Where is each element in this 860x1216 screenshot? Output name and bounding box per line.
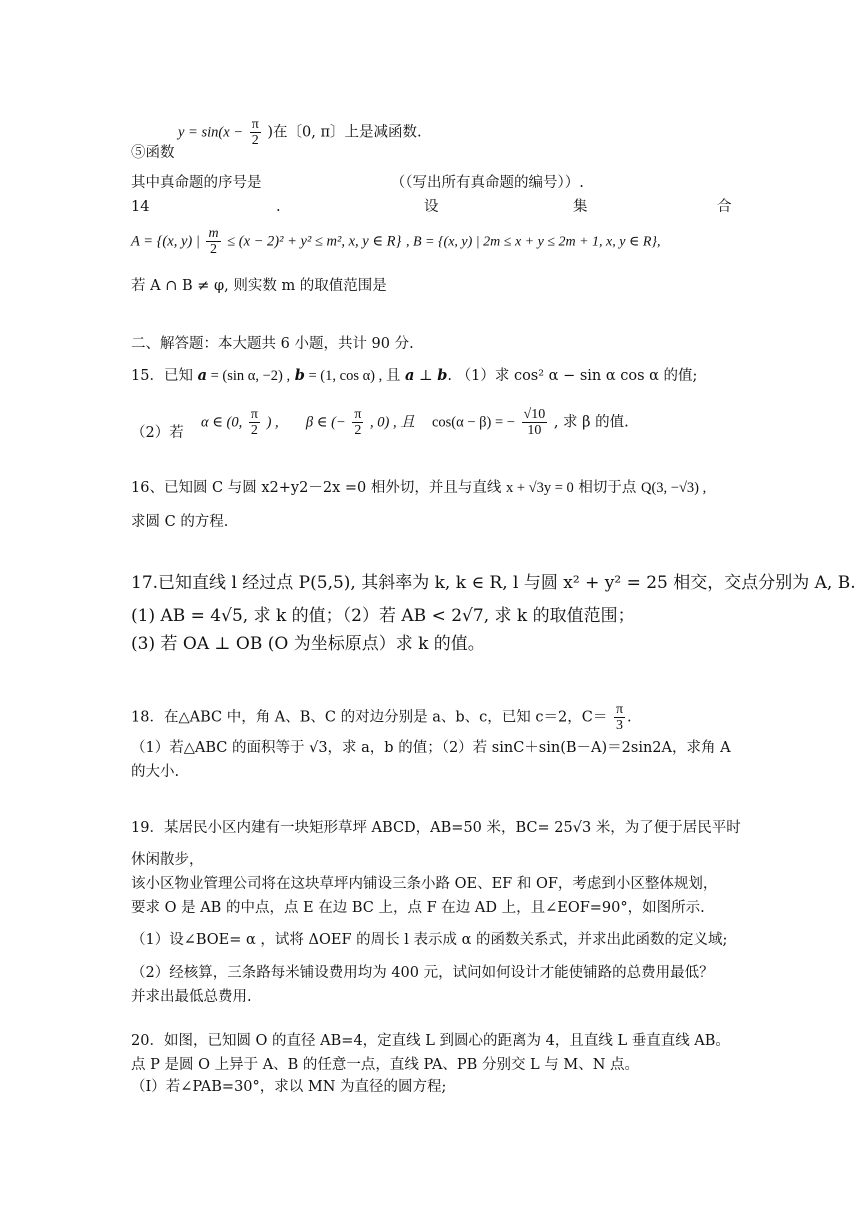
q14-condition: 若 A ∩ B ≠ φ, 则实数 m 的取值范围是 — [131, 278, 387, 294]
q15-cos-diff: cos(α − β) = − — [431, 414, 515, 431]
q18-line-1 — [131, 702, 632, 733]
q14-word-1: 设 — [424, 199, 439, 215]
item5-prefix: ⑤函数 — [131, 145, 175, 161]
q20-line-3: （Ⅰ）若∠PAB=30°，求以 MN 为直径的圆方程; — [131, 1079, 447, 1095]
q15-beta-fraction — [352, 407, 363, 438]
q18-text-b: . — [627, 709, 632, 726]
q15-beta-close: , 0) , 且 — [370, 414, 415, 431]
q14-frac-num: m — [208, 226, 219, 241]
q14-header — [131, 197, 731, 217]
q14-number: 14 — [131, 199, 150, 215]
q18-c-fraction — [614, 702, 625, 733]
q14-sets — [131, 226, 661, 257]
q14-word-2: 集 — [573, 199, 588, 215]
q19-line-6: （2）经核算，三条路每米铺设费用均为 400 元，试问如何设计才能使铺路的总费用最低？ — [131, 965, 714, 981]
q15-alpha-two: 2 — [250, 423, 258, 438]
q19-line-3: 该小区物业管理公司将在这块草坪内铺设三条小路 OE、EF 和 OF，考虑到小区整体规划， — [131, 876, 718, 892]
q16-text-b: 相切于点 — [578, 480, 637, 496]
q14-set-a-head: A = {(x, y) | — [131, 233, 200, 250]
q19-line-5: （1）设∠BOE= α ，试将 ΔOEF 的周长 l 表示成 α 的函数关系式，并求出此函数的定义域; — [131, 932, 728, 948]
answer-hint: （（写出所有真命题的编号））. — [390, 175, 584, 191]
item5-expr-a: y = sin(x − — [178, 124, 244, 141]
q16-line-2: 求圆 C 的方程. — [131, 514, 229, 530]
q15-beta-range: β ∈ (− — [305, 414, 346, 431]
q14-set-b: , B = {(x, y) | 2m ≤ x + y ≤ 2m + 1, x, y ∈ R}, — [405, 234, 661, 250]
item5-expr-b: )在〔0, π〕上是减函数. — [267, 124, 422, 141]
q15-beta-pi: π — [354, 407, 362, 422]
q16-line-equation: x + √3y = 0 — [505, 480, 574, 496]
item5-frac-den: 2 — [251, 133, 259, 148]
q15-line-2 — [131, 407, 629, 441]
answer-lead: 其中真命题的序号是 — [131, 175, 262, 191]
q15-line-1 — [131, 366, 697, 386]
q20-line-1: 20．如图，已知圆 O 的直径 AB=4，定直线 L 到圆心的距离为 4，且直线 L 垂直直线 AB。 — [131, 1033, 730, 1049]
q14-word-3: 合 — [717, 199, 732, 215]
q15-vector-b-eq: = (1, cos α) , 且 — [304, 368, 401, 384]
q14-frac-den: 2 — [210, 242, 217, 257]
q15-lead: 15．已知 — [131, 368, 193, 384]
q15-vector-a-eq: = (sin α, −2) , — [206, 368, 291, 384]
answer-line — [131, 173, 584, 193]
q18-line-2: （1）若△ABC 的面积等于 √3，求 a，b 的值；（2）若 sinC＋sin(B－A)＝2sin2A，求角 A — [131, 740, 731, 756]
item5-frac-num: π — [251, 117, 259, 132]
q17-line-2: (1) AB = 4√5, 求 k 的值；（2）若 AB < 2√7, 求 k 的取值范围； — [131, 606, 635, 626]
q15-part-1: . （1）求 cos² α − sin α cos α 的值; — [447, 368, 698, 384]
q15-sqrt10: √10 — [523, 407, 546, 422]
q15-alpha-range: α ∈ (0, — [200, 414, 243, 431]
q15-tail: , 求 β 的值. — [553, 414, 629, 431]
q19-line-2: 休闲散步， — [131, 852, 204, 868]
q17-line-1: 17.已知直线 l 经过点 P(5,5), 其斜率为 k, k ∈ R, l 与圆 x² + y² = 25 相交，交点分别为 A, B. — [131, 573, 856, 593]
item5-fraction — [250, 117, 261, 148]
q16-line-1 — [131, 478, 706, 498]
q16-text-a: 16、已知圆 C 与圆 x2+y2－2x =0 相外切，并且与直线 — [131, 480, 502, 496]
q15-alpha-pi: π — [250, 407, 258, 422]
q15-alpha-fraction — [249, 407, 260, 438]
q19-line-7: 并求出最低总费用. — [131, 989, 252, 1005]
section-2-heading: 二、解答题：本大题共 6 小题，共计 90 分. — [131, 336, 414, 352]
q18-line-3: 的大小. — [131, 764, 180, 780]
q14-set-a-fraction — [206, 226, 220, 257]
q15-vector-b: b — [294, 367, 305, 384]
q19-line-1: 19．某居民小区内建有一块矩形草坪 ABCD，AB=50 米，BC= 25√3 米，为了便于居民平时 — [131, 820, 741, 836]
q20-line-2: 点 P 是圆 O 上异于 A、B 的任意一点，直线 PA、PB 分别交 L 与 M、N 点。 — [131, 1057, 640, 1073]
q15-perp-a: a — [405, 367, 415, 384]
q15-vector-a: a — [197, 367, 207, 384]
q18-text-a: 18．在△ABC 中，角 A、B、C 的对边分别是 a、b、c，已知 c＝2，C＝ — [131, 709, 608, 726]
q17-line-3: (3) 若 OA ⊥ OB (O 为坐标原点）求 k 的值。 — [131, 634, 485, 654]
q15-cos-fraction — [522, 407, 548, 438]
q15-perp-symbol: ⊥ — [414, 368, 438, 384]
q18-c-num: π — [615, 702, 624, 717]
q15-perp-b: b — [437, 367, 448, 384]
q15-ten: 10 — [527, 423, 542, 438]
q18-c-den: 3 — [616, 718, 623, 733]
q14-set-a-tail: ≤ (x − 2)² + y² ≤ m², x, y ∈ R} — [227, 233, 402, 250]
item5-formula — [178, 117, 422, 148]
q14-dot: . — [276, 199, 281, 215]
q19-line-4: 要求 O 是 AB 的中点，点 E 在边 BC 上，点 F 在边 AD 上，且∠EOF=90°，如图所示. — [131, 900, 705, 916]
q15-part-2-lead: （2）若 — [131, 424, 184, 441]
q16-point: Q(3, −√3) , — [641, 480, 707, 496]
q15-beta-two: 2 — [354, 423, 362, 438]
q15-alpha-close: ) , — [266, 414, 279, 431]
